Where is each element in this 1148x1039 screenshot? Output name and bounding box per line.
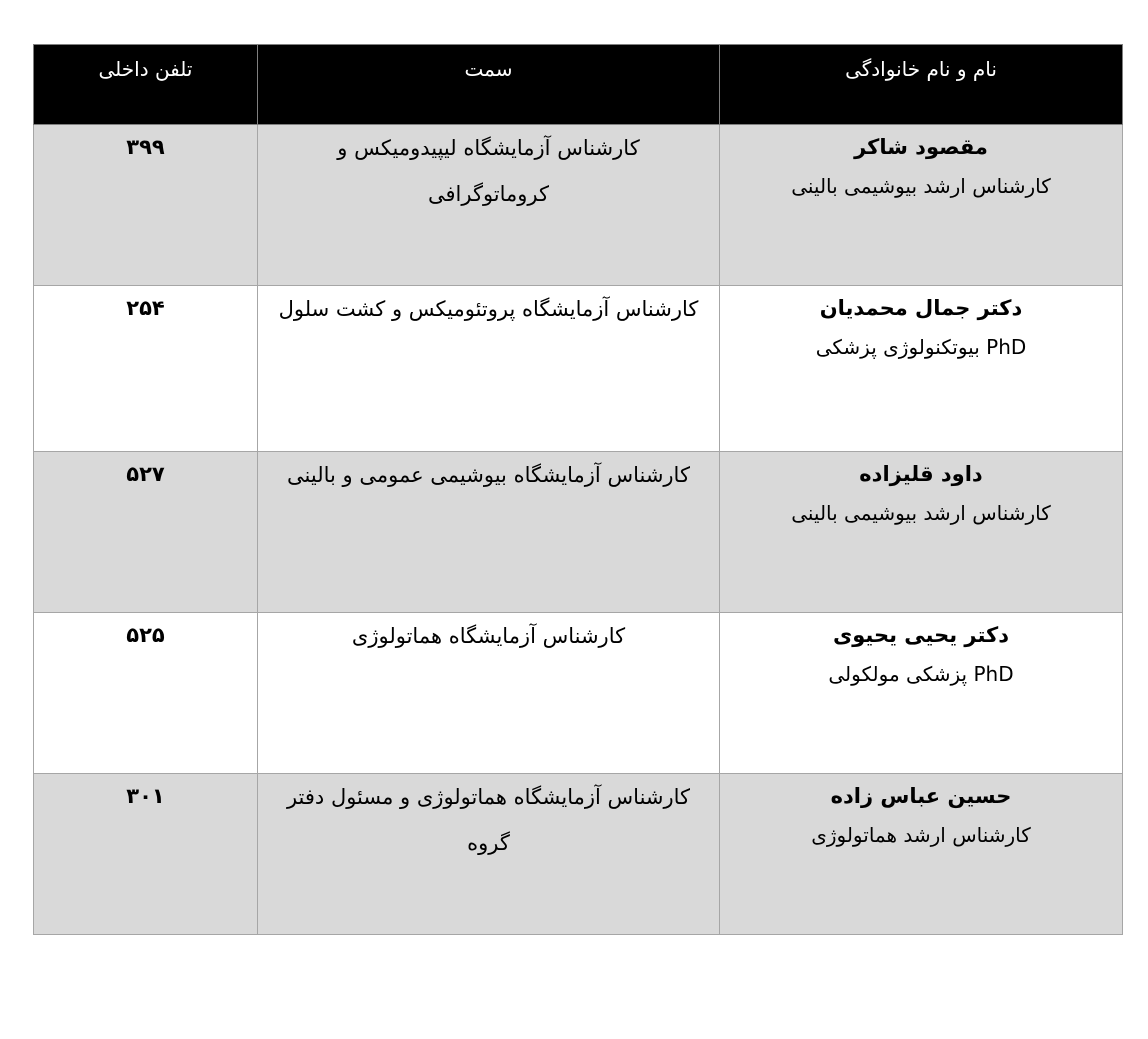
table-row: [34, 774, 1123, 935]
table-body: [34, 125, 1123, 935]
header-row: [34, 45, 1123, 125]
cell-name: [720, 286, 1123, 452]
extension-number: ۵۲۷: [126, 462, 165, 486]
person-name: حسین عباس زاده: [830, 784, 1012, 808]
cell-name: [720, 125, 1123, 286]
person-name: دکتر یحیی یحیوی: [832, 623, 1010, 647]
cell-extension: [34, 452, 258, 613]
extension-number: ۳۰۱: [126, 784, 165, 808]
person-title: PhD بیوتکنولوژی پزشکی: [815, 335, 1027, 359]
header-extension: تلفن داخلی: [34, 45, 258, 125]
role-text: کارشناس آزمایشگاه پروتئومیکس و کشت سلول: [278, 297, 699, 321]
table-header: [34, 45, 1123, 125]
table-row: [34, 286, 1123, 452]
header-role: سمت: [258, 45, 720, 125]
table-row: [34, 125, 1123, 286]
staff-table: [33, 44, 1123, 935]
cell-extension: [34, 613, 258, 774]
person-title: کارشناس ارشد هماتولوژی: [811, 823, 1031, 847]
cell-role: [258, 286, 720, 452]
extension-number: ۳۹۹: [126, 135, 165, 159]
role-text: کارشناس آزمایشگاه هماتولوژی: [351, 624, 626, 648]
table-row: [34, 452, 1123, 613]
cell-name: [720, 774, 1123, 935]
person-name: دکتر جمال محمدیان: [819, 296, 1023, 320]
extension-number: ۲۵۴: [126, 296, 165, 320]
cell-name: [720, 452, 1123, 613]
cell-role: [258, 774, 720, 935]
role-text: کارشناس آزمایشگاه بیوشیمی عمومی و بالینی: [287, 463, 690, 487]
header-name: نام و نام خانوادگی: [720, 45, 1123, 125]
cell-extension: [34, 774, 258, 935]
cell-role: [258, 613, 720, 774]
role-text: کارشناس آزمایشگاه لیپیدومیکس و کروماتوگرافی: [337, 136, 640, 206]
cell-role: [258, 452, 720, 613]
person-title: کارشناس ارشد بیوشیمی بالینی: [791, 501, 1051, 525]
cell-extension: [34, 125, 258, 286]
person-title: PhD پزشکی مولکولی: [828, 662, 1014, 686]
person-title: کارشناس ارشد بیوشیمی بالینی: [791, 174, 1051, 198]
role-text: کارشناس آزمایشگاه هماتولوژی و مسئول دفتر گروه: [286, 785, 691, 855]
person-name: داود قلیزاده: [859, 462, 983, 486]
extension-number: ۵۲۵: [126, 623, 165, 647]
cell-extension: [34, 286, 258, 452]
cell-role: [258, 125, 720, 286]
person-name: مقصود شاکر: [854, 135, 988, 159]
table-row: [34, 613, 1123, 774]
cell-name: [720, 613, 1123, 774]
